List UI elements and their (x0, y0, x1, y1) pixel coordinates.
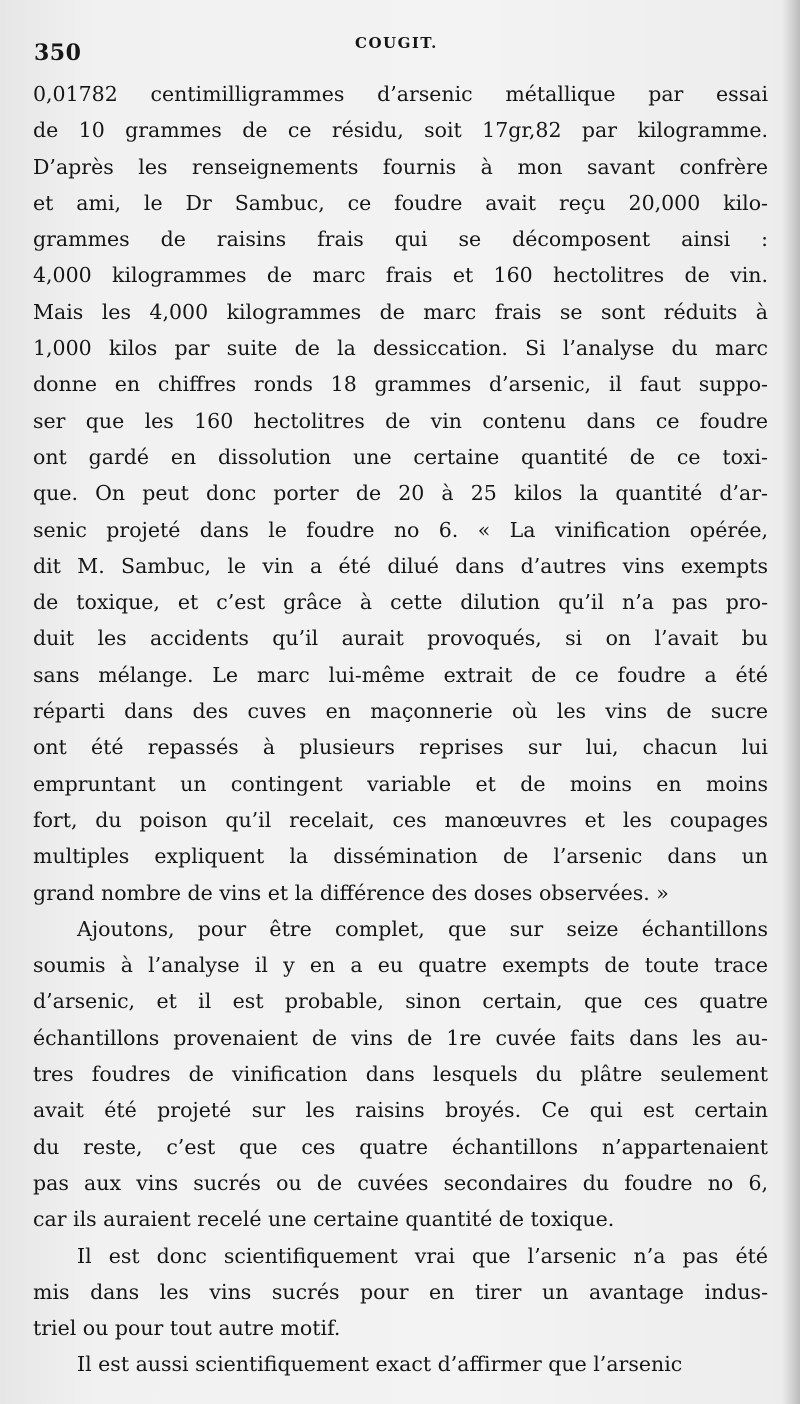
text-line: pas aux vins sucrés ou de cuvées secondaires du foudre no 6, (33, 1170, 768, 1195)
text-line: avait été projeté sur les raisins broyés. Ce qui est certain (33, 1098, 768, 1123)
text-line: Mais les 4,000 kilogrammes de marc frais se sont réduits à (33, 299, 768, 324)
paragraph (33, 1238, 768, 1347)
text-line: tres foudres de vinification dans lesquels du plâtre seulement (33, 1062, 768, 1087)
text-line: ont gardé en dissolution une certaine quantité de ce toxi- (33, 444, 768, 469)
text-line: 4,000 kilogrammes de marc frais et 160 hectolitres de vin. (33, 263, 768, 288)
paragraph (33, 911, 768, 1238)
text-line: fort, du poison qu’il recelait, ces manœuvres et les coupages (33, 807, 768, 832)
text-line: D’après les renseignements fournis à mon savant confrère (33, 154, 768, 179)
text-line: multiples expliquent la dissémination de l’arsenic dans un (33, 844, 768, 869)
text-line: car ils auraient recelé une certaine quantité de toxique. (33, 1207, 615, 1232)
text-line: 1,000 kilos par suite de la dessiccation. Si l’analyse du marc (33, 336, 768, 361)
running-title: COUGIT. (355, 34, 438, 52)
text-line: échantillons provenaient de vins de 1re cuvée faits dans les au- (33, 1025, 768, 1050)
text-line: Il est donc scientifiquement vrai que l’arsenic n’a pas été (77, 1243, 768, 1268)
text-line: ser que les 160 hectolitres de vin contenu dans ce foudre (33, 408, 768, 433)
text-line: sans mélange. Le marc lui-même extrait de ce foudre a été (33, 662, 768, 687)
text-line: réparti dans des cuves en maçonnerie où les vins de sucre (33, 699, 768, 724)
paragraph (33, 76, 768, 911)
text-line: que. On peut donc porter de 20 à 25 kilos la quantité d’ar- (33, 481, 768, 506)
body-text (33, 76, 768, 1383)
text-line: ont été repassés à plusieurs reprises sur lui, chacun lui (33, 735, 768, 760)
text-line: donne en chiffres ronds 18 grammes d’arsenic, il faut suppo- (33, 372, 768, 397)
text-line: du reste, c’est que ces quatre échantillons n’appartenaient (33, 1134, 768, 1159)
page-edge-shadow (782, 0, 800, 1404)
text-line: dit M. Sambuc, le vin a été dilué dans d’autres vins exempts (33, 553, 768, 578)
text-line: d’arsenic, et il est probable, sinon certain, que ces quatre (33, 989, 768, 1014)
text-line: empruntant un contingent variable et de moins en moins (33, 771, 768, 796)
text-line: triel ou pour tout autre motif. (33, 1316, 341, 1341)
text-line: duit les accidents qu’il aurait provoqués, si on l’avait bu (33, 626, 768, 651)
text-line: Ajoutons, pour être complet, que sur seize échantillons (77, 916, 768, 941)
text-line: Il est aussi scientifiquement exact d’affirmer que l’arsenic (77, 1352, 683, 1377)
text-line: de toxique, et c’est grâce à cette dilution qu’il n’a pas pro- (33, 590, 768, 615)
text-line: grand nombre de vins et la différence des doses observées. » (33, 880, 669, 905)
text-line: mis dans les vins sucrés pour en tirer un avantage indus- (33, 1279, 768, 1304)
text-line: 0,01782 centimilligrammes d’arsenic métallique par essai (33, 82, 768, 106)
paragraph (33, 1346, 768, 1382)
page-number: 350 (34, 40, 82, 66)
text-line: et ami, le Dr Sambuc, ce foudre avait reçu 20,000 kilo- (33, 190, 768, 215)
text-line: soumis à l’analyse il y en a eu quatre exempts de toute trace (33, 953, 768, 978)
text-line: grammes de raisins frais qui se décomposent ainsi : (33, 227, 768, 252)
text-line: de 10 grammes de ce résidu, soit 17gr,82 par kilogramme. (33, 118, 768, 143)
text-line: senic projeté dans le foudre no 6. « La vinification opérée, (33, 517, 768, 542)
